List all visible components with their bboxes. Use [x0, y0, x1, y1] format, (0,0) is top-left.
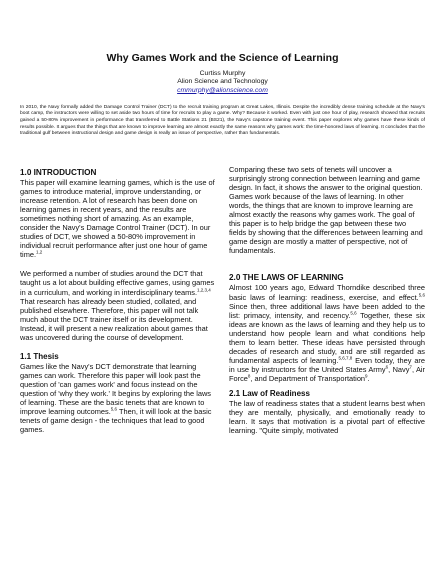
author-affiliation: Alion Science and Technology [177, 78, 268, 86]
abstract-paragraph: In 2010, the Navy formally added the Damage Control Trainer (DCT) to the recruit training program at Great Lakes, Illinois. Despite the incredibly dense training schedule at the Navy's boot camp, the instructors were willing to set aside two hours of time for recruits to play a game. Why? Because it worked. Even with just one hour of play, research showed that recruits gained a 50-80% improvement in performance that transferred to Battle Stations 21 (BS21), the Navy's capstone training event. This paper explores why games have these kinds of results possible. It argues that the things that are known to improve learning are almost exactly the same reasons why games work: the time-honored laws of learning. It concludes that the traditional gulf between instructional design and game design is really an issue of perspective, rather than fundamentals. [20, 104, 425, 137]
comparison-paragraph: Comparing these two sets of tenets will uncover a surprisingly strong connection between learning and game design. In fact, it shows the answer to the original question. Games work because of the laws of learning. In other words, the things that are known to improve learning are almost exactly the reasons why games work. The goal of this paper is to help bridge the gap between these two fields by showing that the differences between learning and game design are mostly a matter of perspective, not of fundamentals. [229, 165, 423, 256]
intro-paragraph-1: This paper will examine learning games, which is the use of games to introduce material, improve understanding, or increase retention. A lot of research has been done on learning games in recent years, and the results are sometimes nothing short of amazing. As an example, consider the Navy's Damage Control Trainer (DCT). In our studies of DCT, we showed a 50-80% improvement in individual recruit performance after just one hour of game time.$^{1,2}$ [20, 178, 215, 260]
laws-paragraph: Almost 100 years ago, Edward Thorndike described three basic laws of learning: readiness, exercise, and effect.$^{5,6}$ Since then, three additional laws have been added to the list: primacy, intensity, and recency.$^{5,6}$ Together, these six ideas are known as the laws of learning and they help us to understand how people learn and what conditions help them to learn better. These ideas have persisted through decades of research and study, and are still regarded as fundamental aspects of learning.$^{5,6,7,8}$ Even today, they are in use by instructors for the United States Army$^6$, Navy$^7$, Air Force$^8$, and Department of Transportation$^9$. [229, 283, 426, 383]
section-heading-law-of-readiness: 2.1 Law of Readiness [229, 388, 310, 398]
citation-superscript: 1,2 [36, 249, 43, 255]
section-heading-introduction: 1.0 INTRODUCTION [20, 168, 97, 177]
citation-superscript: 1,2,3,4 [197, 287, 211, 293]
thesis-paragraph: Games like the Navy's DCT demonstrate that learning games can work. Therefore this paper will look past the question of 'can games work' and focus instead on the question of 'why they work.' It begins by exploring the laws of learning. These are the basic tenets that are known to improve learning outcomes.$^{5,6}$ Then, it will look at the basic tenets of game design - the techniques that lead to good games. [20, 361, 212, 435]
section-heading-laws-of-learning: 2.0 THE LAWS OF LEARNING [229, 273, 344, 283]
section-heading-thesis: 1.1 Thesis [20, 351, 59, 361]
author-name: Curtiss Murphy [199, 70, 246, 77]
author-email-link[interactable]: cmmurphy@alionscience.com [177, 86, 268, 94]
left-column [20, 168, 216, 434]
readiness-paragraph: The law of readiness states that a student learns best when they are mentally, physically, and emotionally ready to learn. It says that motivation is a pivotal part of effective learning. "Quite simply, motivated [229, 398, 425, 436]
intro-paragraph-2: We performed a number of studies around the DCT that taught us a lot about building effective games, using games in a curriculum, and working in interdisciplinary teams.$^{1,2,3,4}$ That research has already been studied, collated, and published elsewhere. Therefore, this paper will not talk much about the DCT trainer itself or its development. Instead, it will present a new realization about games that was uncovered during the course of development. [20, 269, 215, 342]
citation-superscript: 5,6 [110, 406, 118, 412]
author-block [0, 70, 445, 95]
right-column [229, 165, 425, 435]
paper-title: Why Games Work and the Science of Learning [106, 52, 339, 64]
